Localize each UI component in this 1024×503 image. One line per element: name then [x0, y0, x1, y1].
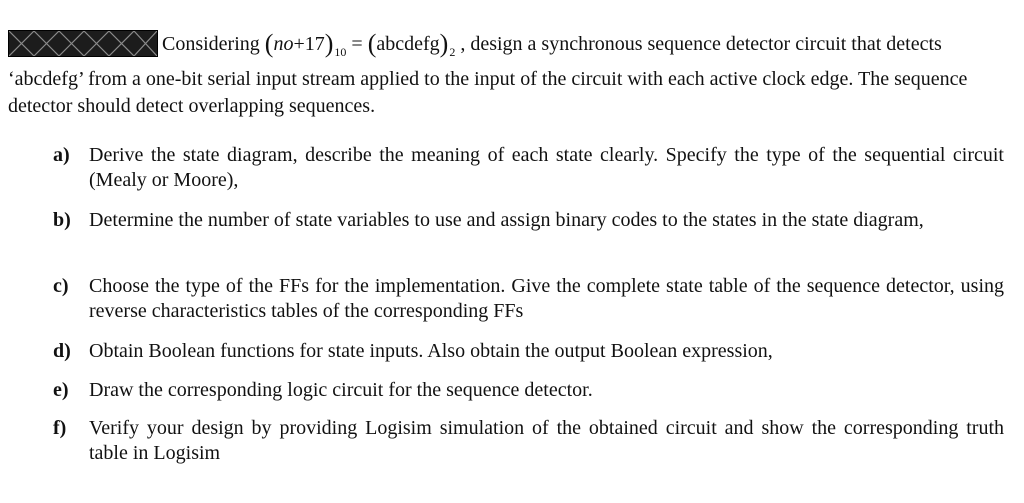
intro-rest: , design a synchronous sequence detector circuit that detects ‘abcdefg’ from a one-bit serial input stream applied to the input of the circuit with each active clock edge. The sequence detector should detect overlapping sequences.	[8, 33, 968, 117]
task-item-b	[53, 208, 1004, 233]
formula-plus-term: +17	[293, 33, 325, 55]
task-text: Determine the number of state variables to use and assign binary codes to the states in the state diagram,	[89, 209, 924, 231]
base-conversion-formula: $(no+17)_{10}$ = $(abcdefg)_2$	[264, 29, 456, 59]
task-marker: c)	[53, 275, 69, 297]
formula-equals: =	[351, 33, 363, 55]
formula-variable: no	[273, 33, 294, 55]
task-text: Obtain Boolean functions for state inputs. Also obtain the output Boolean expression,	[89, 340, 773, 362]
formula-rhs-value: abcdefg	[376, 33, 440, 55]
formula-rhs-base: 2	[449, 45, 456, 59]
intro-lead: Considering	[162, 33, 260, 55]
problem-intro	[8, 30, 1012, 120]
task-text: Verify your design by providing Logisim simulation of the obtained circuit and show the corresponding truth table in Logisim	[89, 417, 1004, 464]
task-item-d	[53, 339, 1004, 364]
task-marker: a)	[53, 144, 70, 166]
problem-statement	[8, 30, 1012, 120]
task-marker: f)	[53, 417, 67, 439]
task-text: Draw the corresponding logic circuit for the sequence detector.	[89, 379, 593, 401]
task-item-c	[53, 274, 1004, 324]
redaction-cross-pattern	[9, 31, 157, 56]
task-text: Derive the state diagram, describe the meaning of each state clearly. Specify the type of the sequential circuit (Mealy or Moore),	[89, 144, 1004, 191]
task-item-e	[53, 378, 1004, 403]
task-marker: b)	[53, 209, 71, 231]
redacted-block	[8, 30, 158, 57]
task-item-a	[53, 143, 1004, 193]
task-marker: d)	[53, 340, 71, 362]
task-marker: e)	[53, 379, 69, 401]
task-item-f	[53, 416, 1004, 466]
formula-lhs-base: 10	[334, 45, 347, 59]
task-text: Choose the type of the FFs for the implementation. Give the complete state table of the sequence detector, using reverse characteristics tables of the corresponding FFs	[89, 275, 1004, 322]
